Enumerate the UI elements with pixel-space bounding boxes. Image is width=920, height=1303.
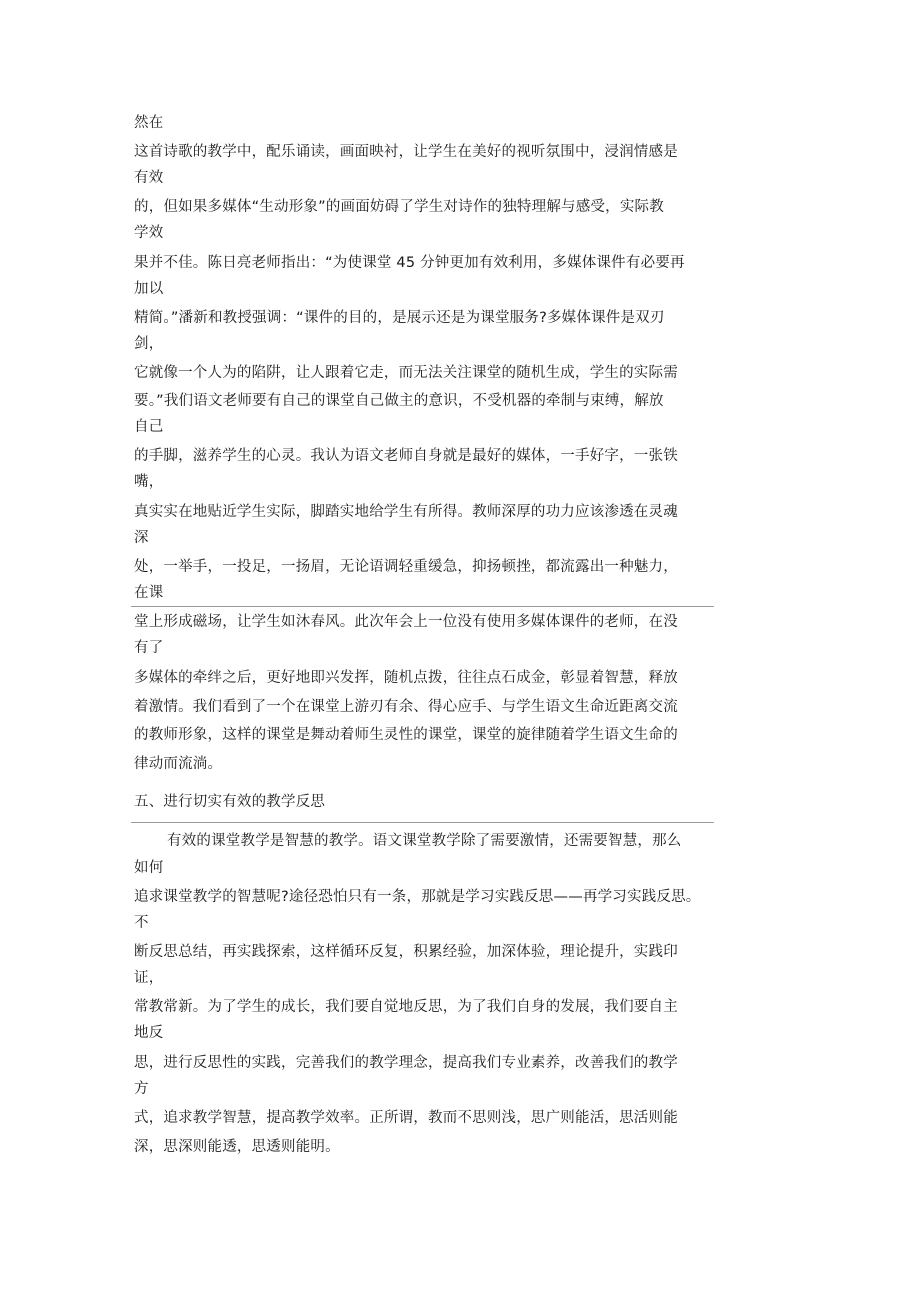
- body-text-line: 果并不佳。陈日亮老师指出：“为使课堂 45 分钟更加有效利用，多媒体课件有必要再: [134, 255, 685, 271]
- section-divider: [131, 822, 714, 823]
- body-text-line: 在课: [134, 585, 164, 601]
- body-text-line: 追求课堂教学的智慧呢?途径恐怕只有一条，那就是学习实践反思——再学习实践反思。: [134, 889, 701, 905]
- body-text-line: 常教常新。为了学生的成长，我们要自觉地反思，为了我们自身的发展，我们要自主: [134, 999, 678, 1015]
- body-text-line: 深，思深则能透，思透则能明。: [134, 1139, 340, 1155]
- body-text-line: 律动而流淌。: [134, 756, 223, 772]
- body-text-line: 断反思总结，再实践探索，这样循环反复，积累经验，加深体验，理论提升，实践印: [134, 944, 678, 960]
- body-text-line: 如何: [134, 860, 164, 876]
- body-text-line: 思，进行反思性的实践，完善我们的教学理念，提高我们专业素养，改善我们的教学: [134, 1055, 678, 1071]
- body-text-line: 然在: [134, 115, 164, 131]
- body-text-line: 这首诗歌的教学中，配乐诵读，画面映衬，让学生在美好的视听氛围中，浸润情感是: [134, 144, 678, 160]
- body-text-line: 自己: [134, 419, 164, 435]
- body-text-line: 有效: [134, 170, 164, 186]
- body-text-line: 嘴，: [134, 474, 164, 490]
- body-text-line: 处，一举手，一投足，一扬眉，无论语调轻重缓急，抑扬顿挫，都流露出一种魅力，: [134, 559, 678, 575]
- body-text-line: 精简。”潘新和教授强调：“课件的目的，是展示还是为课堂服务?多媒体课件是双刃: [134, 310, 665, 326]
- body-text-line: 剑，: [134, 336, 164, 352]
- body-text-line: 方: [134, 1081, 149, 1097]
- section-divider: [131, 606, 714, 607]
- body-text-line: 有了: [134, 640, 164, 656]
- body-text-line: 它就像一个人为的陷阱，让人跟着它走，而无法关注课堂的随机生成，学生的实际需: [134, 365, 678, 381]
- paragraph-first-line: 有效的课堂教学是智慧的教学。语文课堂教学除了需要激情，还需要智慧，那么: [167, 833, 682, 849]
- body-text-line: 证，: [134, 970, 164, 986]
- body-text-line: 式，追求教学智慧，提高教学效率。正所谓，教而不思则浅，思广则能活，思活则能: [134, 1110, 678, 1126]
- body-text-line: 多媒体的牵绊之后，更好地即兴发挥，随机点拨，往往点石成金，彰显着智慧，释放: [134, 670, 678, 686]
- body-text-line: 不: [134, 915, 149, 931]
- body-text-line: 的手脚，滋养学生的心灵。我认为语文老师自身就是最好的媒体，一手好字，一张铁: [134, 448, 678, 464]
- body-text-line: 加以: [134, 281, 164, 297]
- section-heading: 五、进行切实有效的教学反思: [134, 794, 326, 810]
- body-text-line: 的教师形象，这样的课堂是舞动着师生灵性的课堂，课堂的旋律随着学生语文生命的: [134, 727, 678, 743]
- body-text-line: 地反: [134, 1025, 164, 1041]
- body-text-line: 学效: [134, 225, 164, 241]
- body-text-line: 真实实在地贴近学生实际，脚踏实地给学生有所得。教师深厚的功力应该渗透在灵魂: [134, 504, 678, 520]
- body-text-line: 深: [134, 530, 149, 546]
- body-text-line: 要。”我们语文老师要有自己的课堂自己做主的意识，不受机器的牵制与束缚，解放: [134, 393, 664, 409]
- body-text-line: 着激情。我们看到了一个在课堂上游刃有余、得心应手、与学生语文生命近距离交流: [134, 699, 678, 715]
- body-text-line: 堂上形成磁场，让学生如沐春风。此次年会上一位没有使用多媒体课件的老师，在没: [134, 614, 678, 630]
- body-text-line: 的，但如果多媒体“生动形象”的画面妨碍了学生对诗作的独特理解与感受，实际教: [134, 199, 664, 215]
